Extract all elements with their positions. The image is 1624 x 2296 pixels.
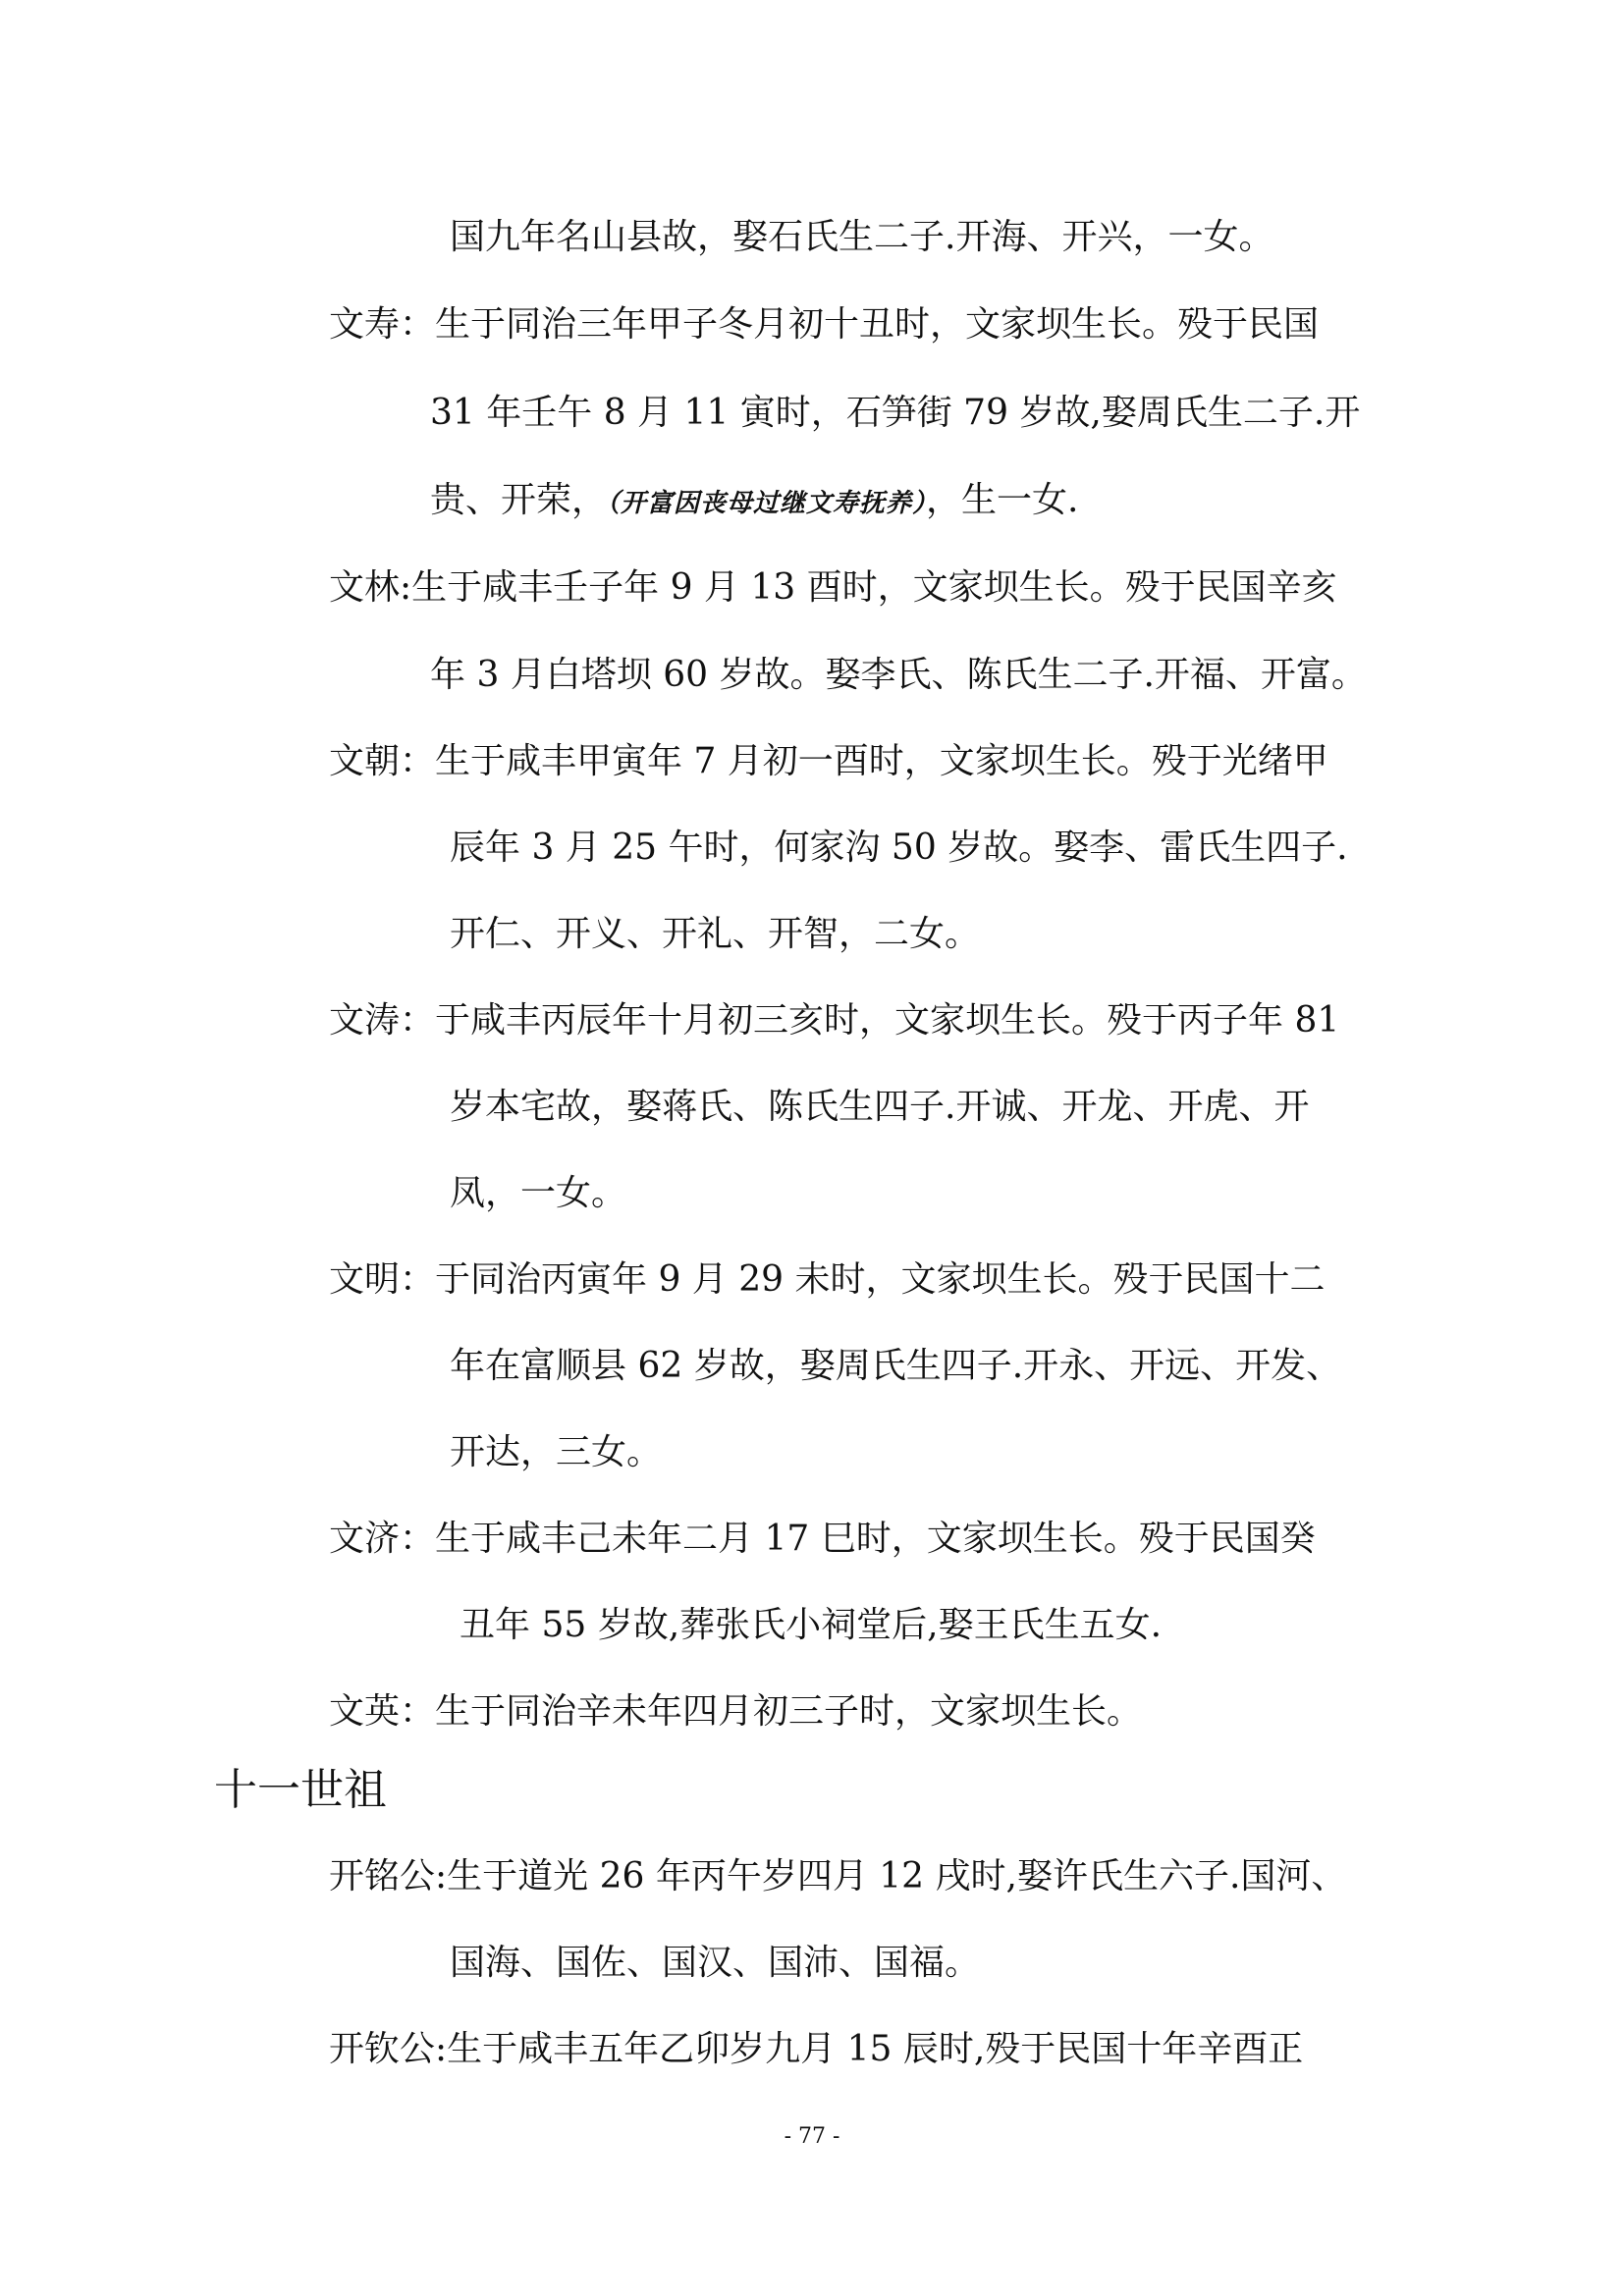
- text-line: 凤，一女。: [450, 1173, 627, 1213]
- text-line: 开钦公:生于咸丰五年乙卯岁九月 15 辰时,殁于民国十年辛酉正: [329, 2029, 1304, 2069]
- text-line: 文英：生于同治辛未年四月初三子时，文家坝生长。: [329, 1691, 1143, 1732]
- text-line: 文涛：于咸丰丙辰年十月初三亥时，文家坝生长。殁于丙子年 81: [329, 1000, 1340, 1041]
- text-line: 开铭公:生于道光 26 年丙午岁四月 12 戌时,娶许氏生六子.国河、: [329, 1856, 1347, 1896]
- text-line: 年 3 月白塔坝 60 岁故。娶李氏、陈氏生二子.开福、开富。: [430, 655, 1367, 695]
- text-line: 国海、国佐、国汉、国沛、国福。: [450, 1943, 981, 1983]
- text-line: 辰年 3 月 25 午时，何家沟 50 岁故。娶李、雷氏生四子.: [450, 828, 1348, 868]
- text-segment: 贵、开荣，: [430, 480, 608, 520]
- text-line: 文林:生于咸丰壬子年 9 月 13 酉时，文家坝生长。殁于民国辛亥: [329, 567, 1337, 608]
- text-line: 文明：于同治丙寅年 9 月 29 未时，文家坝生长。殁于民国十二: [329, 1259, 1326, 1300]
- text-line: 文朝：生于咸丰甲寅年 7 月初一酉时，文家坝生长。殁于光绪甲: [329, 741, 1328, 781]
- text-line-with-note: [430, 477, 1078, 527]
- text-line: 年在富顺县 62 岁故，娶周氏生四子.开永、开远、开发、: [450, 1346, 1342, 1386]
- text-line: 文济：生于咸丰己未年二月 17 巳时，文家坝生长。殁于民国癸: [329, 1519, 1316, 1559]
- text-line: 丑年 55 岁故,葬张氏小祠堂后,娶王氏生五女.: [460, 1605, 1163, 1645]
- text-line: 国九年名山县故，娶石氏生二子.开海、开兴，一女。: [450, 217, 1274, 257]
- text-line: 文寿：生于同治三年甲子冬月初十丑时，文家坝生长。殁于民国: [329, 304, 1320, 345]
- text-segment: ，生一女.: [926, 480, 1079, 520]
- annotation-note: （开富因丧母过继文寿抚养）: [607, 489, 927, 518]
- text-line: 开仁、开义、开礼、开智，二女。: [450, 914, 981, 954]
- text-line: 开达，三女。: [450, 1432, 663, 1472]
- text-line: 31 年壬午 8 月 11 寅时，石笋街 79 岁故,娶周氏生二子.开: [430, 393, 1361, 433]
- section-heading: 十一世祖: [214, 1765, 387, 1815]
- text-line: 岁本宅故，娶蒋氏、陈氏生四子.开诚、开龙、开虎、开: [450, 1087, 1310, 1127]
- page-number: - 77 -: [784, 2124, 840, 2149]
